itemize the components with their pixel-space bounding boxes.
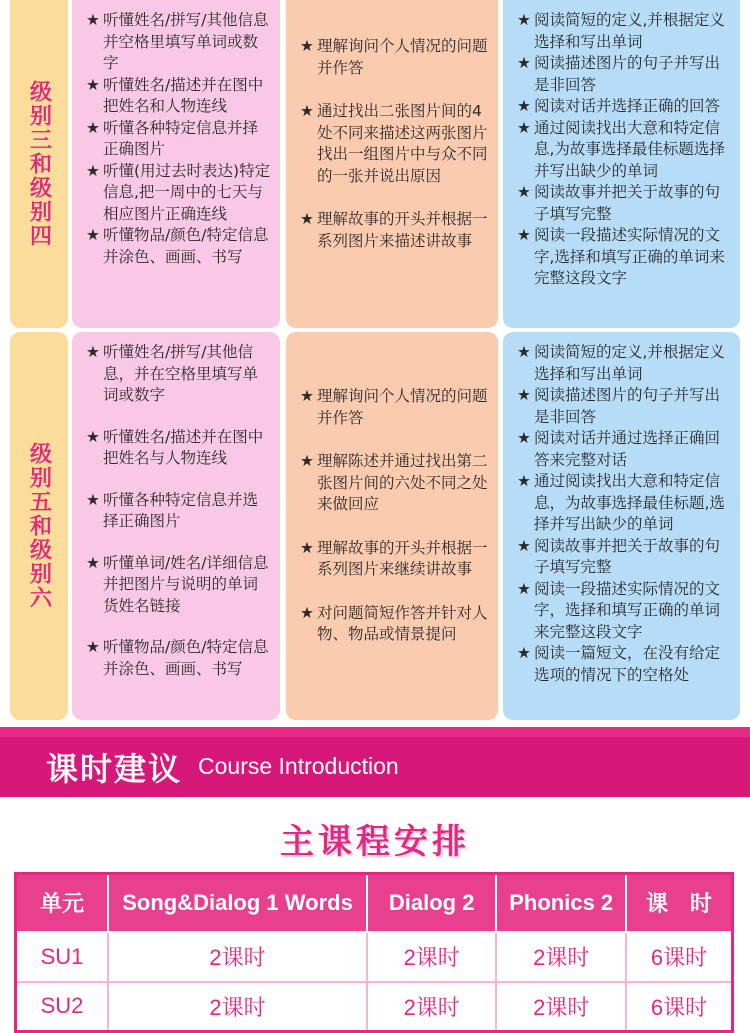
listening-item-text: 听懂物品/颜色/特定信息并涂色、画画、书写	[103, 638, 269, 678]
reading-item-text: 通过阅读找出大意和特定信息,为故事选择最佳标题选择并写出缺少的单词	[534, 118, 725, 180]
table-header-row	[16, 874, 733, 932]
listening-item-text: 听懂姓名/拼写/其他信息并空格里填写单词或数字	[103, 11, 269, 72]
star-icon: ★	[300, 102, 314, 120]
speaking-item	[300, 209, 490, 252]
listening-item-text: 听懂单词/姓名/详细信息并把图片与说明的单词货姓名链接	[103, 553, 269, 615]
table-cell: 2课时	[496, 982, 626, 1032]
star-icon: ★	[300, 603, 314, 622]
star-icon: ★	[86, 226, 100, 244]
reading-item-text: 通过阅读找出大意和特定信息，为故事选择最佳标题,选择并写出缺少的单词	[534, 472, 725, 533]
star-icon: ★	[517, 11, 531, 29]
star-icon: ★	[517, 386, 531, 404]
listening-item	[86, 342, 272, 407]
level-label-5-6	[10, 332, 68, 720]
table-cell: 2课时	[367, 932, 496, 982]
table-cell: 2课时	[108, 932, 367, 982]
listening-item	[86, 118, 272, 161]
table-cell: 6课时	[626, 932, 732, 982]
reading-cell-row1	[503, 0, 740, 328]
listening-item	[86, 10, 272, 75]
speaking-cell-row2	[286, 332, 498, 720]
star-icon: ★	[300, 538, 314, 557]
listening-item	[86, 637, 272, 680]
speaking-item-text: 理解询问个人情况的问题并作答	[317, 387, 488, 427]
star-icon: ★	[517, 118, 531, 137]
speaking-item	[300, 603, 490, 646]
table-cell-unit: SU2	[16, 982, 109, 1032]
star-icon: ★	[86, 118, 100, 137]
star-icon: ★	[517, 472, 531, 490]
header-hours: 课 时	[626, 874, 732, 932]
reading-item-text: 阅读简短的定义,并根据定义选择和写出单词	[534, 11, 725, 51]
speaking-item-text: 对问题简短作答并针对人物、物品或情景提问	[317, 603, 488, 643]
table-cell: 2课时	[367, 982, 496, 1032]
star-icon: ★	[86, 553, 100, 572]
speaking-item	[300, 451, 490, 516]
star-icon: ★	[86, 75, 100, 94]
main-course-title: 主课程安排	[280, 822, 470, 862]
reading-item	[517, 96, 732, 118]
speaking-item	[300, 386, 490, 429]
listening-item	[86, 225, 272, 268]
speaking-item-text: 通过找出二张图片间的4处不同来描述这两张图片找出一组图片中与众不同的一张并说出原因	[317, 102, 488, 185]
table-cell: 2课时	[108, 982, 367, 1032]
listening-item-text: 听懂姓名/拼写/其他信息，并在空格里填写单词或数字	[103, 343, 259, 404]
listening-item-text: 听懂各种特定信息并择正确图片	[103, 118, 259, 158]
header-phonics2: Phonics 2	[496, 874, 626, 932]
reading-item	[517, 53, 732, 96]
listening-cell-row2	[72, 332, 280, 720]
header-song-dialog: Song&Dialog 1 Words	[108, 874, 367, 932]
speaking-item	[300, 101, 490, 187]
table-cell-unit: SU1	[16, 932, 109, 982]
reading-item	[517, 643, 732, 686]
table-cell: 2课时	[496, 932, 626, 982]
reading-item-text: 阅读故事并把关于故事的句子填写完整	[534, 536, 721, 576]
listening-item	[86, 427, 272, 470]
star-icon: ★	[300, 452, 314, 470]
listening-cell-row1	[72, 0, 280, 328]
speaking-item	[300, 36, 490, 79]
reading-cell-row2	[503, 332, 740, 720]
star-icon: ★	[517, 183, 531, 201]
listening-item-text: 听懂(用过去时表达)特定信息,把一周中的七天与相应图片正确连线	[103, 161, 271, 223]
star-icon: ★	[86, 638, 100, 656]
star-icon: ★	[517, 343, 531, 361]
star-icon: ★	[517, 226, 531, 244]
star-icon: ★	[517, 644, 531, 662]
listening-item-text: 听懂姓名/描述并在图中把姓名与人物连线	[103, 427, 264, 467]
speaking-item	[300, 538, 490, 581]
star-icon: ★	[300, 387, 314, 405]
level-text: 级别三和级别四	[26, 80, 52, 248]
listening-item	[86, 75, 272, 118]
table-row	[16, 982, 733, 1032]
reading-item-text: 阅读一段描述实际情况的文字,选择和填写正确的单词来完整这段文字	[534, 226, 725, 287]
header-unit: 单元	[16, 874, 109, 932]
reading-item-text: 阅读对话并选择正确的回答	[534, 97, 721, 115]
reading-item-text: 阅读一篇短文，在没有给定选项的情况下的空格处	[534, 644, 721, 684]
speaking-item-text: 理解故事的开头并根据一系列图片来继续讲故事	[317, 538, 488, 578]
star-icon: ★	[517, 54, 531, 72]
star-icon: ★	[517, 429, 531, 447]
reading-item	[517, 536, 732, 579]
speaking-cell-row1	[286, 0, 498, 328]
reading-item	[517, 579, 732, 644]
listening-item-text: 听懂各种特定信息并选择正确图片	[103, 490, 259, 530]
schedule-table	[14, 872, 734, 1033]
star-icon: ★	[86, 427, 100, 446]
header-dialog2: Dialog 2	[367, 874, 496, 932]
star-icon: ★	[517, 97, 531, 115]
speaking-item-text: 理解询问个人情况的问题并作答	[317, 37, 488, 77]
star-icon: ★	[517, 579, 531, 598]
reading-item-text: 阅读故事并把关于故事的句子填写完整	[534, 183, 721, 223]
reading-item	[517, 428, 732, 471]
star-icon: ★	[86, 11, 100, 29]
reading-item	[517, 471, 732, 536]
star-icon: ★	[300, 37, 314, 55]
table-row	[16, 932, 733, 982]
reading-item	[517, 225, 732, 290]
listening-item	[86, 490, 272, 533]
level-text: 级别五和级别六	[26, 442, 52, 610]
listening-item-text: 听懂姓名/描述并在图中把姓名和人物连线	[103, 75, 264, 115]
section-title: 课时建议	[46, 750, 183, 788]
reading-item	[517, 342, 732, 385]
reading-item	[517, 182, 732, 225]
star-icon: ★	[517, 536, 531, 555]
reading-item-text: 阅读描述图片的句子并写出是非回答	[534, 54, 721, 94]
table-cell: 6课时	[626, 982, 732, 1032]
reading-item-text: 阅读描述图片的句子并写出是非回答	[534, 386, 721, 426]
star-icon: ★	[86, 490, 100, 509]
star-icon: ★	[86, 343, 100, 361]
level-label-3-4	[10, 0, 68, 328]
listening-item-text: 听懂物品/颜色/特定信息并涂色、画画、书写	[103, 226, 269, 266]
reading-item	[517, 118, 732, 183]
reading-item-text: 阅读一段描述实际情况的文字，选择和填写正确的单词来完整这段文字	[534, 579, 721, 641]
listening-item	[86, 553, 272, 618]
speaking-item-text: 理解故事的开头并根据一系列图片来描述讲故事	[317, 210, 488, 250]
reading-item	[517, 10, 732, 53]
star-icon: ★	[300, 210, 314, 228]
star-icon: ★	[86, 161, 100, 180]
reading-item	[517, 385, 732, 428]
reading-item-text: 阅读简短的定义,并根据定义选择和写出单词	[534, 343, 725, 383]
reading-item-text: 阅读对话并通过选择正确回答来完整对话	[534, 429, 721, 469]
section-subtitle: Course Introduction	[198, 753, 399, 779]
speaking-item-text: 理解陈述并通过找出第二张图片间的六处不同之处来做回应	[317, 452, 488, 513]
listening-item	[86, 161, 272, 226]
